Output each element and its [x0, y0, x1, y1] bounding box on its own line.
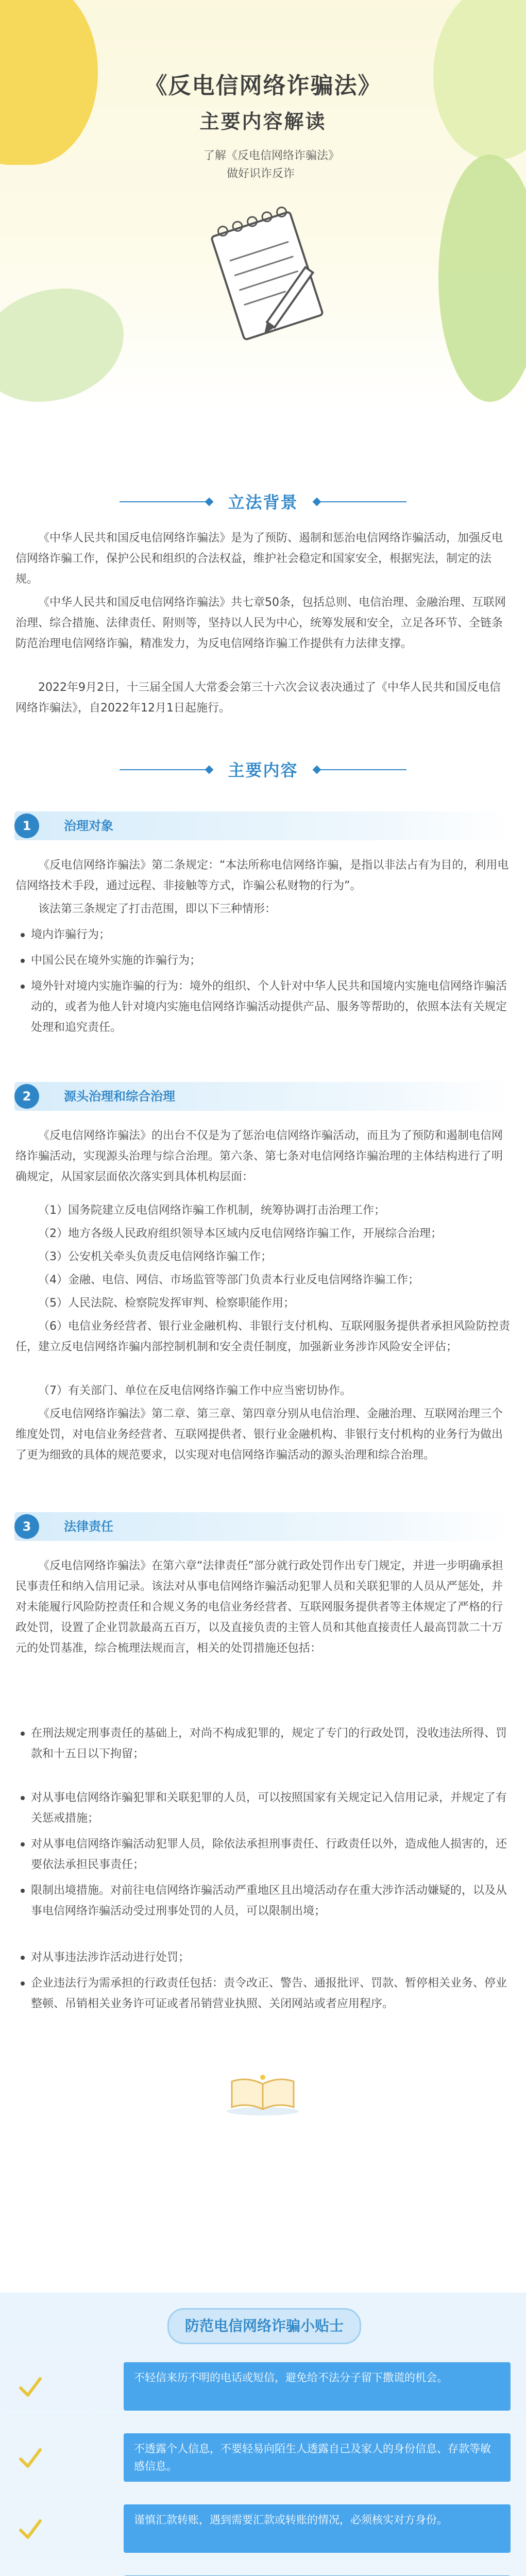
tip-row	[15, 2362, 511, 2411]
section-heading-main-text: 主要内容	[228, 760, 298, 780]
item1-bullet-2: 中国公民在境外实施的诈骗行为；	[31, 951, 510, 971]
subheading-legal-liability	[14, 1512, 512, 1541]
hero-line-1: 了解《反电信网络诈骗法》	[203, 149, 340, 162]
subheading-label: 治理对象	[64, 819, 113, 833]
checkmark-icon	[15, 2515, 44, 2544]
item1-paragraph-2: 该法第三条规定了打击范围，即以下三种情形：	[38, 903, 277, 916]
item1-paragraph-1: 《反电信网络诈骗法》第二条规定：“本法所称电信网络诈骗，是指以非法占有为目的，利用电信网络技术手段，通过远程、非接触等方式，诈骗公私财物的行为”。	[15, 859, 509, 892]
item2-list-6: （6）电信业务经营者、银行业金融机构、非银行支付机构、互联网服务提供者承担风险防控责任，建立反电信网络诈骗内部控制机制和安全责任制度，加强新业务涉诈风险安全评估；	[15, 1320, 511, 1353]
item2-list-2: （2）地方各级人民政府组织领导本区域内反电信网络诈骗工作，开展综合治理；	[38, 1227, 442, 1240]
tip-text: 不透露个人信息，不要轻易向陌生人透露自己及家人的身份信息、存款等敏感信息。	[124, 2433, 511, 2482]
item3-paragraph-1: 《反电信网络诈骗法》在第六章“法律责任”部分就行政处罚作出专门规定，并进一步明确承担民事责任和纳入信用记录。该法对从事电信网络诈骗活动犯罪人员和关联犯罪的人员从严惩处，并对未能履行风险防控责任和合规义务的电信业务经营者、互联网服务提供者等主体规定了严格的行政处罚，设置了企业罚款最高五百万，以及直接负责的主管人员和其他直接责任人最高罚款二十万元的处罚基准，综合梳理法规而言，相关的处罚措施还包括：	[15, 1560, 503, 1655]
item2-list-5: （5）人民法院、检察院发挥审判、检察职能作用；	[38, 1297, 295, 1310]
open-book-icon	[222, 2071, 304, 2117]
item1-bullet-1: 境内诈骗行为；	[31, 925, 510, 945]
decor-leaf-right	[438, 155, 526, 402]
item3-bullet-2: 对从事电信网络诈骗犯罪和关联犯罪的人员，可以按照国家有关规定记入信用记录，并规定了有关惩戒措施；	[31, 1788, 510, 1829]
hero-subtitle: 主要内容解读	[199, 110, 327, 133]
background-paragraph-2: 《中华人民共和国反电信网络诈骗法》共七章50条，包括总则、电信治理、金融治理、互联网治理、综合措施、法律责任、附则等，坚持以人民为中心，统筹发展和安全，立足各环节、全链条防范治理电信网络诈骗，精准发力，为反电信网络诈骗工作提供有力法律支撑。	[15, 596, 506, 650]
hero-banner	[0, 0, 526, 412]
item1-bullet-3: 境外针对境内实施诈骗的行为：境外的组织、个人针对中华人民共和国境内实施电信网络诈骗活动的，或者为他人针对境内实施电信网络诈骗活动提供产品、服务等帮助的，依照本法有关规定处理和追究责任。	[31, 976, 510, 1038]
item2-list-1: （1）国务院建立反电信网络诈骗工作机制，统筹协调打击治理工作；	[38, 1204, 385, 1217]
section-heading-main	[0, 757, 526, 781]
item3-bullet-6: 企业违法行为需承担的行政责任包括：责令改正、警告、通报批评、罚款、暂停相关业务、停业整顿、吊销相关业务许可证或者吊销营业执照、关闭网站或者应用程序。	[31, 1973, 510, 2014]
item3-bullet-3: 对从事电信网络诈骗活动犯罪人员，除依法承担刑事责任、行政责任以外，造成他人损害的，还要依法承担民事责任；	[31, 1834, 510, 1875]
checkmark-icon	[15, 2372, 44, 2401]
subheading-source-governance	[14, 1082, 512, 1111]
tip-text: 不轻信来历不明的电话或短信，避免给不法分子留下撒谎的机会。	[124, 2362, 511, 2411]
checkmark-icon	[15, 2444, 44, 2472]
hero-title: 《反电信网络诈骗法》	[144, 73, 382, 99]
subheading-label: 法律责任	[64, 1519, 113, 1534]
tip-row	[15, 2433, 511, 2482]
item2-list-7: （7）有关部门、单位在反电信网络诈骗工作中应当密切协作。	[38, 1384, 351, 1397]
tips-title: 防范电信网络诈骗小贴士	[167, 2308, 361, 2344]
item2-list-3: （3）公安机关牵头负责反电信网络诈骗工作；	[38, 1250, 272, 1263]
background-paragraph-3: 2022年9月2日，十三届全国人大常委会第三十六次会议表决通过了《中华人民共和国反电信网络诈骗法》，自2022年12月1日起施行。	[15, 681, 501, 715]
tip-text: 谨慎汇款转账，遇到需要汇款或转账的情况，必须核实对方身份。	[124, 2504, 511, 2553]
item2-paragraph-1: 《反电信网络诈骗法》的出台不仅是为了惩治电信网络诈骗活动，而且为了预防和遏制电信网络诈骗活动，实现源头治理与综合治理。第六条、第七条对电信网络诈骗治理的主体结构进行了明确规定，从国家层面依次落实到具体机构层面：	[15, 1129, 503, 1183]
item3-bullet-5: 对从事违法涉诈活动进行处罚；	[31, 1947, 510, 1968]
item3-bullet-4: 限制出境措施。对前往电信网络诈骗活动严重地区且出境活动存在重大涉诈活动嫌疑的，以及从事电信网络诈骗活动受过刑事处罚的人员，可以限制出境；	[31, 1880, 510, 1922]
subheading-number: 2	[14, 1084, 39, 1109]
subheading-number: 1	[14, 814, 39, 838]
item3-bullet-1: 在刑法规定刑事责任的基础上，对尚不构成犯罪的，规定了专门的行政处罚，没收违法所得、罚款和十五日以下拘留；	[31, 1723, 510, 1765]
section-heading-background	[0, 489, 526, 513]
item2-list-4: （4）金融、电信、网信、市场监管等部门负责本行业反电信网络诈骗工作；	[38, 1274, 419, 1286]
tip-row	[15, 2504, 511, 2553]
background-paragraph-1: 《中华人民共和国反电信网络诈骗法》是为了预防、遏制和惩治电信网络诈骗活动，加强反电信网络诈骗工作，保护公民和组织的合法权益，维护社会稳定和国家安全，根据宪法，制定的法规。	[15, 532, 503, 586]
notebook-pen-icon	[209, 201, 327, 355]
section-heading-background-text: 立法背景	[228, 493, 298, 512]
subheading-governance-object	[14, 811, 512, 840]
item2-paragraph-2: 《反电信网络诈骗法》第二章、第三章、第四章分别从电信治理、金融治理、互联网治理三个维度处罚，对电信业务经营者、互联网提供者、银行业金融机构、非银行支付机构的业务行为做出了更为细致的具体的规范要求，以实现对电信网络诈骗活动的源头治理和综合治理。	[15, 1408, 503, 1462]
subheading-label: 源头治理和综合治理	[64, 1089, 175, 1104]
hero-line-2: 做好识诈反诈	[227, 167, 295, 180]
subheading-number: 3	[14, 1514, 39, 1539]
decor-leaf-left	[0, 289, 124, 402]
